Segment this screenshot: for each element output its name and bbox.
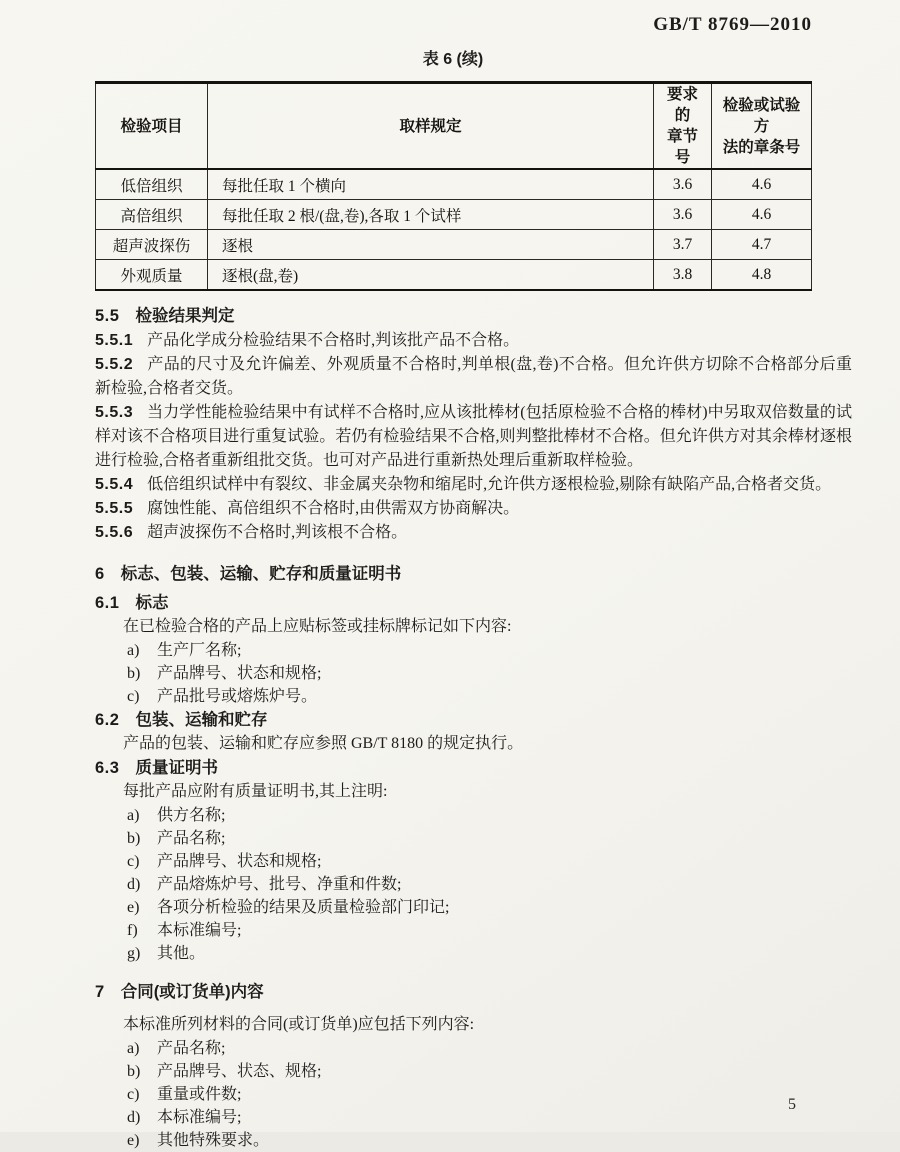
list-item: c) 产品牌号、状态和规格;	[127, 853, 322, 870]
clause-5-5-2: 5.5.2 产品的尺寸及允许偏差、外观质量不合格时,判单根(盘,卷)不合格。但允许供方切除不合格部分后重新检验,合格者交货。	[95, 356, 852, 397]
col-header-requirement: 要求的 章节号	[654, 83, 712, 170]
cell-requirement: 3.6	[654, 169, 712, 200]
table-row	[96, 260, 812, 291]
cell-method: 4.8	[712, 260, 812, 291]
heading-6-1: 6.1 标志	[95, 594, 169, 612]
cell-requirement: 3.8	[654, 260, 712, 291]
clause-5-5-4: 5.5.4 低倍组织试样中有裂纹、非金属夹杂物和缩尾时,允许供方逐根检验,剔除有缺陷产品,合格者交货。	[95, 476, 832, 493]
list-item: c) 重量或件数;	[127, 1086, 242, 1103]
list-item: c) 产品批号或熔炼炉号。	[127, 688, 318, 705]
list-item: e) 各项分析检验的结果及质量检验部门印记;	[127, 899, 450, 916]
clause-5-5-5: 5.5.5 腐蚀性能、高倍组织不合格时,由供需双方协商解决。	[95, 500, 520, 517]
clause-5-5-3: 5.5.3 当力学性能检验结果中有试样不合格时,应从该批棒材(包括原检验不合格的棒材)中另取双倍数量的试样对该不合格项目进行重复试验。若仍有检验结果不合格,则判整批棒材不合格。但允许供方对其余棒材逐根进行检验,合格者重新组批交货。也可对产品进行重新热处理后重新取样检验。	[95, 404, 852, 469]
list-item: b) 产品牌号、状态和规格;	[127, 665, 322, 682]
heading-6: 6 标志、包装、运输、贮存和质量证明书	[95, 565, 402, 583]
clause-5-5-6: 5.5.6 超声波探伤不合格时,判该根不合格。	[95, 524, 408, 541]
table-row	[96, 200, 812, 230]
heading-5-5: 5.5 检验结果判定	[95, 307, 235, 325]
list-item: e) 其他特殊要求。	[127, 1132, 270, 1149]
table-title: 表 6 (续)	[422, 51, 484, 68]
list-item: b) 产品名称;	[127, 830, 226, 847]
table-row	[96, 169, 812, 200]
list-item: d) 产品熔炼炉号、批号、净重和件数;	[127, 876, 402, 893]
cell-item: 超声波探伤	[96, 230, 208, 260]
page-body	[95, 50, 852, 1152]
list-item: f) 本标准编号;	[127, 922, 242, 939]
intro-6-3: 每批产品应附有质量证明书,其上注明:	[123, 783, 388, 800]
cell-method: 4.6	[712, 169, 812, 200]
list-item: b) 产品牌号、状态、规格;	[127, 1063, 322, 1080]
cell-item: 外观质量	[96, 260, 208, 291]
cell-item: 高倍组织	[96, 200, 208, 230]
cell-requirement: 3.6	[654, 200, 712, 230]
cell-method: 4.7	[712, 230, 812, 260]
standard-code-header: GB/T 8769—2010	[653, 14, 812, 35]
cell-rule: 逐根	[208, 230, 654, 260]
inspection-sampling-table	[95, 81, 812, 291]
heading-6-3: 6.3 质量证明书	[95, 759, 218, 777]
page-number: 5	[788, 1096, 796, 1113]
list-item: a) 生产厂名称;	[127, 642, 242, 659]
list-item: a) 产品名称;	[127, 1040, 226, 1057]
cell-rule: 每批任取 1 个横向	[208, 169, 654, 200]
cell-rule: 逐根(盘,卷)	[208, 260, 654, 291]
cell-rule: 每批任取 2 根/(盘,卷),各取 1 个试样	[208, 200, 654, 230]
col-header-method: 检验或试验方 法的章条号	[712, 83, 812, 170]
intro-7: 本标准所列材料的合同(或订货单)应包括下列内容:	[123, 1016, 475, 1033]
cell-requirement: 3.7	[654, 230, 712, 260]
table-header-row	[96, 83, 812, 170]
col-header-rule: 取样规定	[208, 83, 654, 170]
heading-6-2: 6.2 包装、运输和贮存	[95, 711, 268, 729]
list-item: d) 本标准编号;	[127, 1109, 242, 1126]
cell-method: 4.6	[712, 200, 812, 230]
list-item: g) 其他。	[127, 945, 206, 962]
clause-5-5-1: 5.5.1 产品化学成分检验结果不合格时,判该批产品不合格。	[95, 332, 520, 349]
list-item: a) 供方名称;	[127, 807, 226, 824]
intro-6-2: 产品的包装、运输和贮存应参照 GB/T 8180 的规定执行。	[123, 735, 524, 752]
cell-item: 低倍组织	[96, 169, 208, 200]
table-row	[96, 230, 812, 260]
col-header-item: 检验项目	[96, 83, 208, 170]
heading-7: 7 合同(或订货单)内容	[95, 983, 264, 1001]
intro-6-1: 在已检验合格的产品上应贴标签或挂标牌标记如下内容:	[123, 618, 512, 635]
